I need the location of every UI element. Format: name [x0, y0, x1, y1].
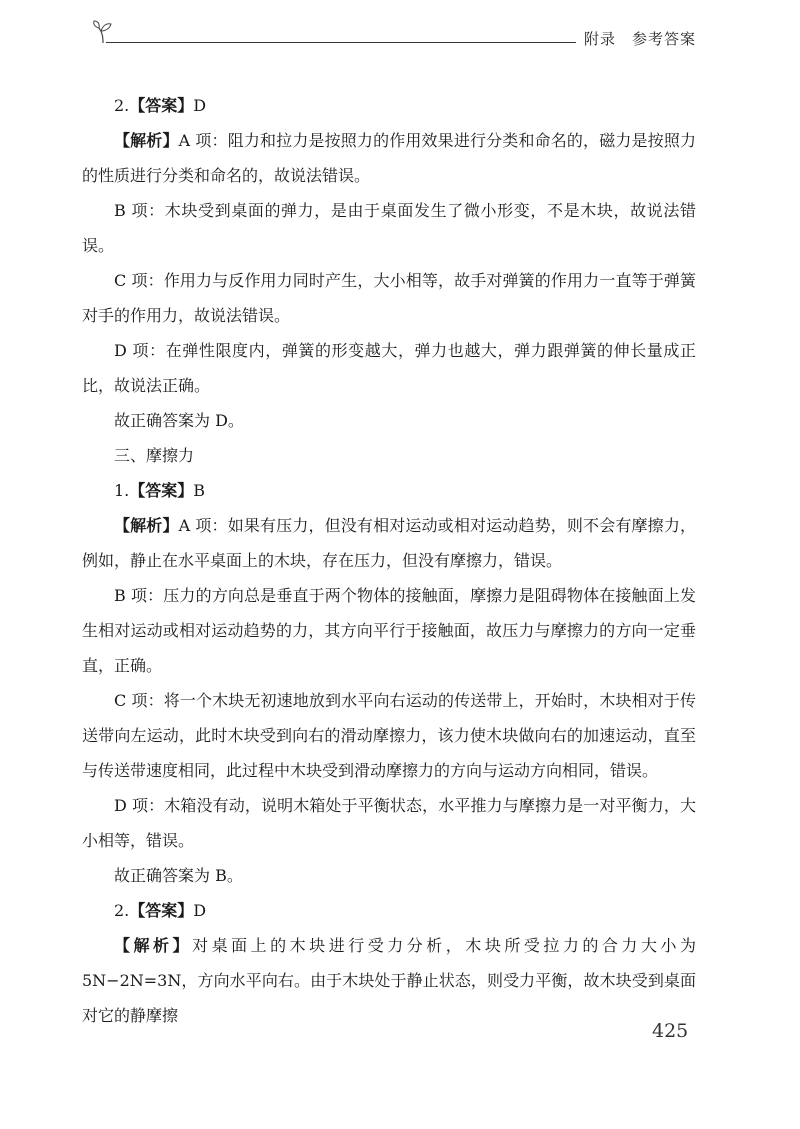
paragraph-p6 — [82, 403, 696, 438]
paragraph-p1 — [82, 88, 696, 123]
paragraph-text: 故正确答案为 D。 — [114, 411, 244, 430]
header-title: 附录 参考答案 — [584, 30, 697, 48]
paragraph-p9 — [82, 508, 696, 578]
paragraph-p2 — [82, 123, 696, 193]
paragraph-p7 — [82, 438, 696, 473]
item-number: 2. — [114, 96, 130, 115]
label-tag: 【解析】 — [114, 131, 179, 150]
page-number: 425 — [652, 1020, 689, 1042]
paragraph-text: D 项：在弹性限度内，弹簧的形变越大，弹力也越大，弹力跟弹簧的伸长量成正比，故说法正确。 — [82, 341, 696, 395]
item-number: 2. — [114, 901, 130, 920]
label-tag: 【答案】 — [129, 901, 194, 920]
paragraph-p4 — [82, 263, 696, 333]
paragraph-p8 — [82, 473, 696, 508]
paragraph-text: 故正确答案为 B。 — [114, 866, 243, 885]
label-tag: 【答案】 — [129, 96, 194, 115]
paragraph-text: D 项：木箱没有动，说明木箱处于平衡状态，水平推力与摩擦力是一对平衡力，大小相等，错误。 — [82, 796, 696, 850]
label-tag: 【解析】 — [114, 936, 193, 955]
paragraph-text: B — [193, 481, 206, 500]
paragraph-text: A 项：阻力和拉力是按照力的作用效果进行分类和命名的，磁力是按照力的性质进行分类和命名的，故说法错误。 — [82, 131, 696, 185]
paragraph-p12 — [82, 788, 696, 858]
item-number: 1. — [114, 481, 130, 500]
paragraph-text: C 项：将一个木块无初速地放到水平向右运动的传送带上，开始时，木块相对于传送带向左运动，此时木块受到向右的滑动摩擦力，该力使木块做向右的加速运动，直至与传送带速度相同，此过程中木块受到滑动摩擦力的方向与运动方向相同，错误。 — [82, 691, 696, 780]
paragraph-text: B 项：压力的方向总是垂直于两个物体的接触面，摩擦力是阻碍物体在接触面上发生相对运动或相对运动趋势的力，其方向平行于接触面，故压力与摩擦力的方向一定垂直，正确。 — [82, 586, 696, 675]
paragraph-p3 — [82, 193, 696, 263]
paragraph-text: C 项：作用力与反作用力同时产生，大小相等，故手对弹簧的作用力一直等于弹簧对手的作用力，故说法错误。 — [82, 271, 696, 325]
paragraph-p15 — [82, 928, 696, 1033]
page-header — [92, 18, 702, 50]
sprout-icon — [92, 18, 114, 44]
paragraph-p13 — [82, 858, 696, 893]
paragraph-p14 — [82, 893, 696, 928]
label-tag: 【解析】 — [114, 516, 179, 535]
label-tag: 【答案】 — [129, 481, 194, 500]
paragraph-text: 三、摩擦力 — [114, 446, 195, 465]
paragraph-text: D — [193, 96, 207, 115]
paragraph-p10 — [82, 578, 696, 683]
answer-body — [82, 88, 696, 1033]
paragraph-text: 对桌面上的木块进行受力分析，木块所受拉力的合力大小为 5N−2N=3N，方向水平向右。由于木块处于静止状态，则受力平衡，故木块受到桌面对它的静摩擦 — [82, 936, 696, 1025]
paragraph-text: B 项：木块受到桌面的弹力，是由于桌面发生了微小形变，不是木块，故说法错误。 — [82, 201, 696, 255]
paragraph-text: A 项：如果有压力，但没有相对运动或相对运动趋势，则不会有摩擦力，例如，静止在水平桌面上的木块，存在压力，但没有摩擦力，错误。 — [82, 516, 696, 570]
paragraph-p11 — [82, 683, 696, 788]
paragraph-text: D — [193, 901, 207, 920]
header-rule — [106, 42, 576, 43]
paragraph-p5 — [82, 333, 696, 403]
